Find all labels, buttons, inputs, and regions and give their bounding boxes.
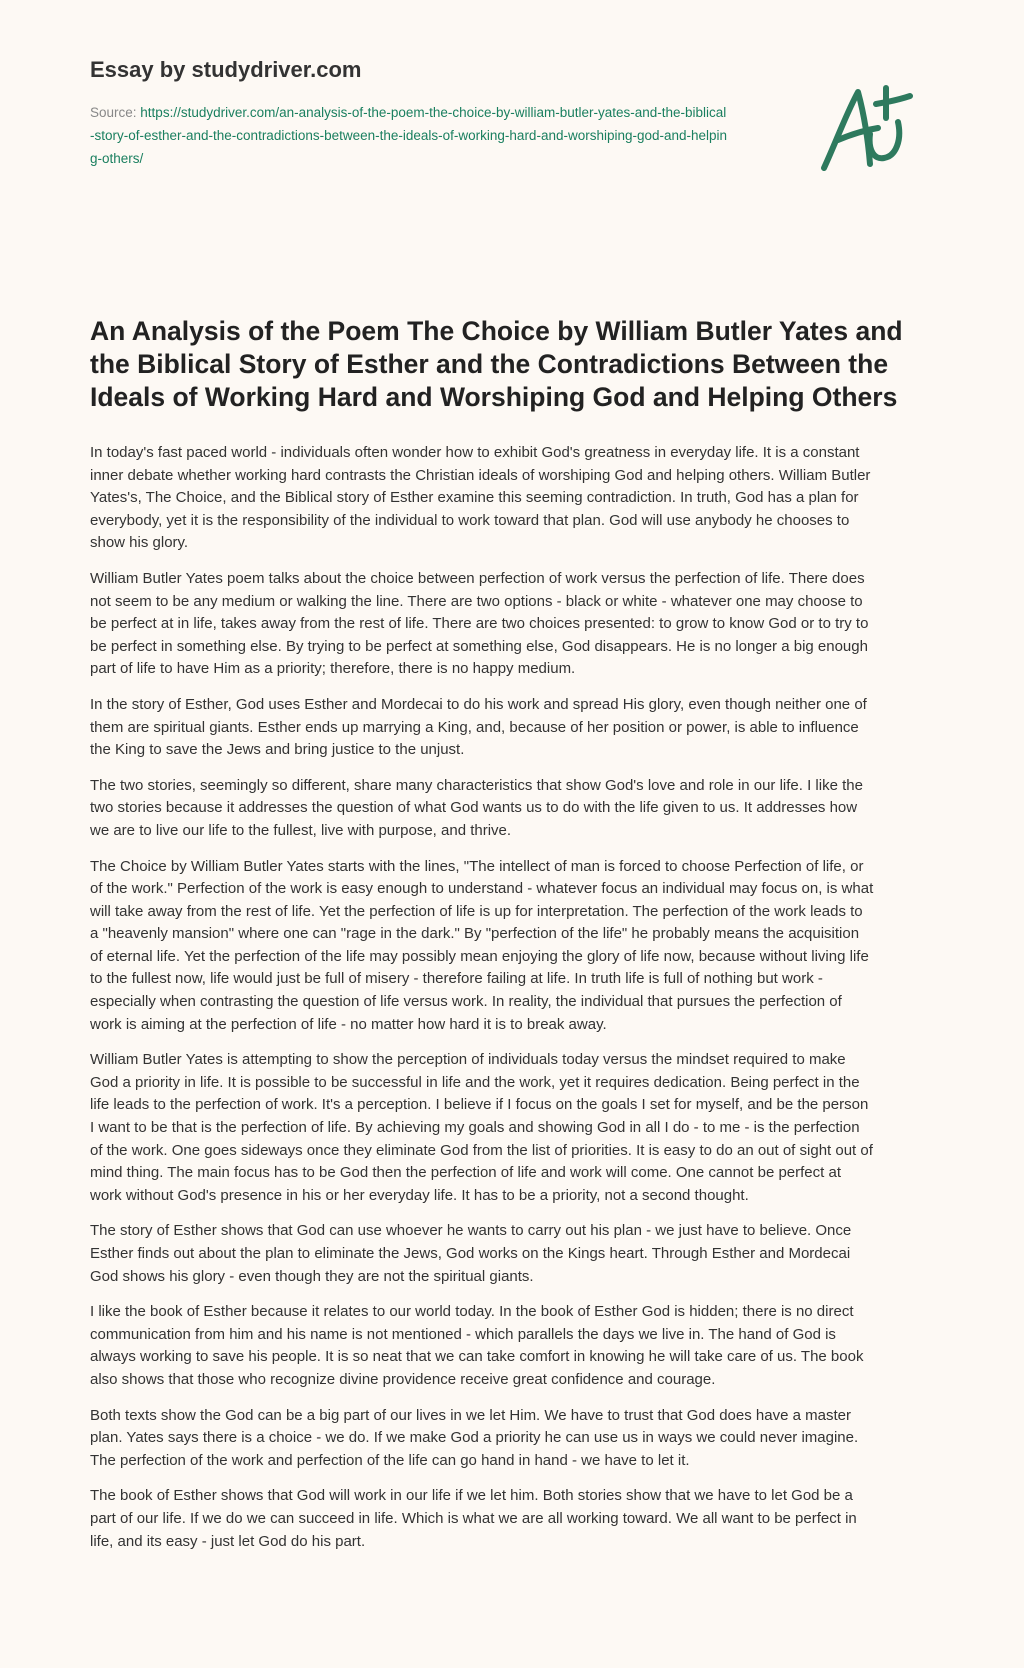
site-brand: Essay by studydriver.com [90,57,362,82]
paragraph: I like the book of Esther because it relates to our world today. In the book of Esther God is hidden; there is no direct communication from him and his name is not mentioned - which parallels the days we live in. The hand of God is always working to save his people. It is so neat that we can take comfort in knowing he will take care of us. The book also shows that those who recognize divine providence receive great confidence and courage. [90,1303,864,1388]
paragraph: The two stories, seemingly so different, share many characteristics that show God's love and role in our life. I like the two stories because it addresses the question of what God wants us to do with the life given to us. It addresses how we are to live our life to the fullest, live with purpose, and thrive. [90,776,863,839]
source-label: Source: [90,105,137,120]
essay-body [90,442,875,1553]
page-header [0,0,1024,227]
paragraph: In today's fast paced world - individuals often wonder how to exhibit God's greatness in everyday life. It is a constant inner debate whether working hard contrasts the Christian ideals of worshiping God and helping others. William Butler Yates's, The Choice, and the Biblical story of Esther examine this seeming contradiction. In truth, God has a plan for everybody, yet it is the responsibility of the individual to work toward that plan. God will use anybody he chooses to show his glory. [90,444,871,552]
paragraph: William Butler Yates is attempting to show the perception of individuals today versus the mindset required to make God a priority in life. It is possible to be successful in life and the work, yet it requires dedication. Being perfect in the life leads to the perfection of work. It's a perception. I believe if I focus on the goals I set for myself, and be the person I want to be that is the perfection of life. By achieving my goals and showing God in all I do - to me - is the perfection of the work. One goes sideways once they eliminate God from the list of priorities. It is easy to do an out of sight out of mind thing. The main focus has to be God then the perfection of life and work will come. One cannot be perfect at work without God's presence in his or her everyday life. It has to be a priority, not a second thought. [90,1051,873,1204]
paragraph: The Choice by William Butler Yates starts with the lines, "The intellect of man is forced to choose Perfection of life, or of the work." Perfection of the work is easy enough to understand - whatever focus an individual may focus on, is what will take away from the rest of life. Yet the perfection of life is up for interpretation. The perfection of the work leads to a "heavenly mansion" where one can "rage in the dark." By "perfection of the life" he probably means the acquisition of eternal life. Yet the perfection of the life may possibly mean enjoying the glory of life now, because without living life to the fullest now, life would just be full of misery - therefore failing at life. In truth life is full of nothing but work - especially when contrasting the question of life versus work. In reality, the individual that pursues the perfection of work is aiming at the perfection of life - no matter how hard it is to break away. [90,857,874,1033]
a-plus-logo-icon [818,84,918,174]
source-line [90,101,730,170]
paragraph: William Butler Yates poem talks about the choice between perfection of work versus the perfection of life. There does not seem to be any medium or walking the line. There are two options - black or white - whatever one may choose to be perfect at in life, takes away from the rest of life. There are two choices presented: to grow to know God or to try to be perfect in something else. By trying to be perfect at something else, God disappears. He is no longer a big enough part of life to have Him as a priority; therefore, there is no happy medium. [90,569,869,678]
source-link[interactable]: https://studydriver.com/an-analysis-of-the-poem-the-choice-by-william-butler-yates-and-the-biblical-story-of-esther-and-the-contradictions-between-the-ideals-of-working-hard-and-worshiping-god-and-helping-others/ [90,105,728,166]
paragraph: Both texts show the God can be a big part of our lives in we let Him. We have to trust that God does have a master plan. Yates says there is a choice - we do. If we make God a priority he can use us in ways we could never imagine. The perfection of the work and perfection of the life can go hand in hand - we have to let it. [90,1406,859,1469]
paragraph: The story of Esther shows that God can use whoever he wants to carry out his plan - we just have to believe. Once Esther finds out about the plan to eliminate the Jews, God works on the Kings heart. Through Esther and Mordecai God shows his glory - even though they are not the spiritual giants. [90,1222,852,1285]
essay-title: An Analysis of the Poem The Choice by William Butler Yates and the Biblical Story of Esther and the Contradictions Between the Ideals of Working Hard and Worshiping God and Helping Others [90,316,903,412]
paragraph: In the story of Esther, God uses Esther and Mordecai to do his work and spread His glory, even though neither one of them are spiritual giants. Esther ends up marrying a King, and, because of her position or power, is able to influence the King to save the Jews and bring justice to the unjust. [90,695,867,759]
paragraph: The book of Esther shows that God will work in our life if we let him. Both stories show that we have to let God be a part of our life. If we do we can succeed in life. Which is what we are all working toward. We all want to be perfect in life, and its easy - just let God do his part. [90,1487,857,1550]
